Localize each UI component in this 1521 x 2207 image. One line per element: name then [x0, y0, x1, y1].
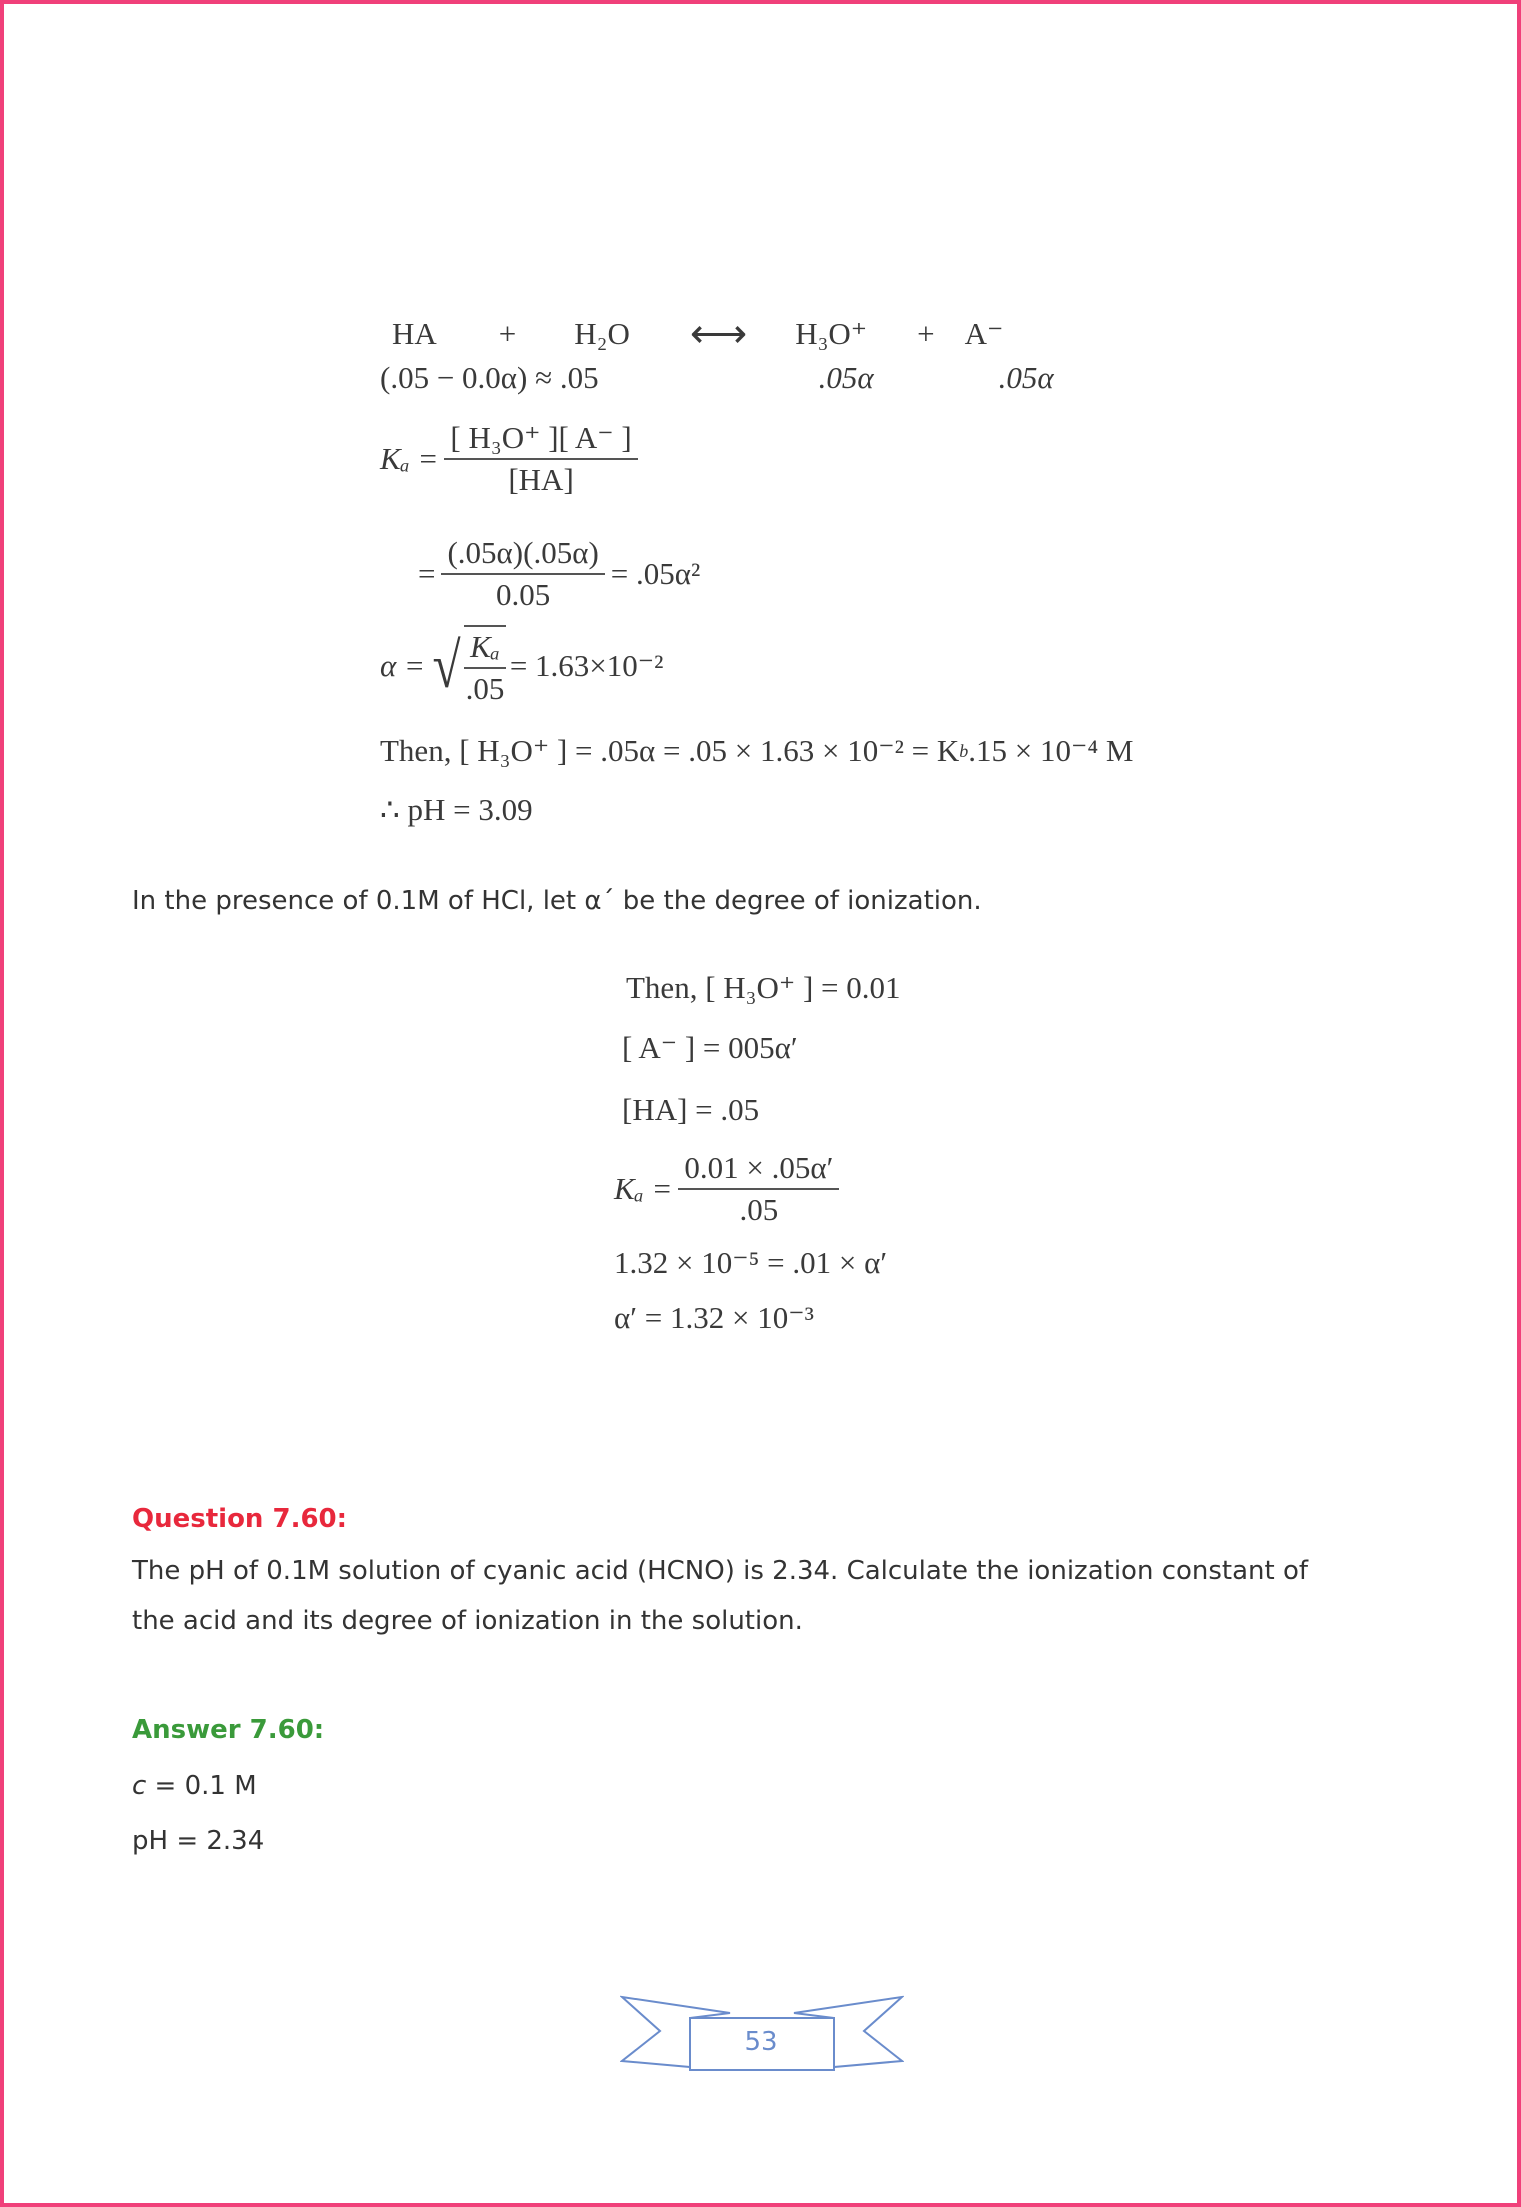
alpha-label: α = [380, 648, 425, 683]
anion-concentration-line [622, 1030, 798, 1066]
ka-denominator: [HA] [508, 462, 574, 497]
ph-value: ∴ pH = 3.09 [380, 792, 533, 827]
ha-concentration: (.05 − 0.0α) ≈ .05 [380, 360, 599, 395]
k-subscript: b [959, 740, 969, 761]
alpha-result: = 1.63×10⁻² [509, 648, 664, 683]
anion-concentration-text: [ A⁻ ] = 005α′ [622, 1030, 798, 1065]
ka-fraction-2 [678, 1150, 839, 1228]
ka-label: Kₐ = [614, 1171, 673, 1206]
answer-label: Answer 7.60: [132, 1715, 325, 1745]
question-text-line-2: the acid and its degree of ionization in the solution. [132, 1606, 803, 1636]
reaction-line [392, 310, 1003, 357]
ka-expression-2 [614, 1150, 845, 1228]
ha-concentration-text: [HA] = .05 [622, 1092, 760, 1127]
hydronium-concentration: .05α [818, 360, 874, 395]
hydronium-calc-result: .15 × 10⁻⁴ M [968, 733, 1134, 768]
product-hydronium: H₃O⁺ [795, 315, 868, 351]
radical-sign-icon: √ [432, 630, 461, 701]
product-anion: A⁻ [964, 315, 1004, 351]
equals-sign: = [418, 556, 436, 591]
ka-equation-text: 1.32 × 10⁻⁵ = .01 × α′ [614, 1245, 888, 1280]
ka-numerator-2: 0.01 × .05α′ [678, 1150, 839, 1190]
substitution-numerator: (.05α)(.05α) [441, 535, 604, 575]
concentration-variable: c [132, 1771, 147, 1801]
reactant-ha: HA [392, 315, 437, 351]
answer-concentration [132, 1771, 257, 1801]
ka-equation-line [614, 1245, 887, 1281]
ka-label: Kₐ = [380, 441, 439, 476]
question-text-line-1: The pH of 0.1M solution of cyanic acid (HCNO) is 2.34. Calculate the ionization constant of [132, 1556, 1309, 1586]
alpha-expression [380, 625, 663, 707]
substitution-fraction [441, 535, 604, 613]
hydronium-calc-text: Then, [ H₃O⁺ ] = .05α = .05 × 1.63 × 10⁻² = K [380, 733, 960, 768]
answer-ph: pH = 2.34 [132, 1826, 265, 1856]
plus-sign: + [917, 315, 935, 351]
ph-result [380, 792, 533, 828]
concentration-line [380, 360, 1054, 396]
ka-numerator: [ H₃O⁺ ][ A⁻ ] [444, 420, 637, 460]
alpha-prime-result [614, 1300, 814, 1336]
ka-denominator-2: .05 [739, 1192, 779, 1227]
hydronium-given-text: Then, [ H₃O⁺ ] = 0.01 [626, 970, 901, 1005]
equilibrium-arrow: ⟷ [689, 311, 748, 356]
concentration-value: = 0.1 M [146, 1771, 257, 1801]
sqrt-denominator: .05 [465, 671, 505, 706]
substitution-denominator: 0.05 [496, 577, 551, 612]
ha-concentration-line [622, 1092, 759, 1128]
square-root [429, 625, 506, 707]
anion-concentration: .05α [998, 360, 1054, 395]
plus-sign: + [498, 315, 517, 351]
ka-fraction [444, 420, 637, 498]
substitution-result: = .05α² [610, 556, 701, 591]
reactant-water: H₂O [574, 315, 630, 351]
question-label: Question 7.60: [132, 1504, 348, 1534]
hydronium-given [626, 970, 901, 1006]
hydronium-calculation [380, 733, 1133, 769]
ka-expression [380, 420, 644, 498]
alpha-prime-text: α′ = 1.32 × 10⁻³ [614, 1300, 814, 1335]
intro-paragraph: In the presence of 0.1M of HCl, let α´ be the degree of ionization. [132, 886, 982, 916]
sqrt-numerator: Kₐ [464, 629, 506, 669]
page-number: 53 [744, 2027, 778, 2057]
ka-substitution [418, 535, 700, 613]
